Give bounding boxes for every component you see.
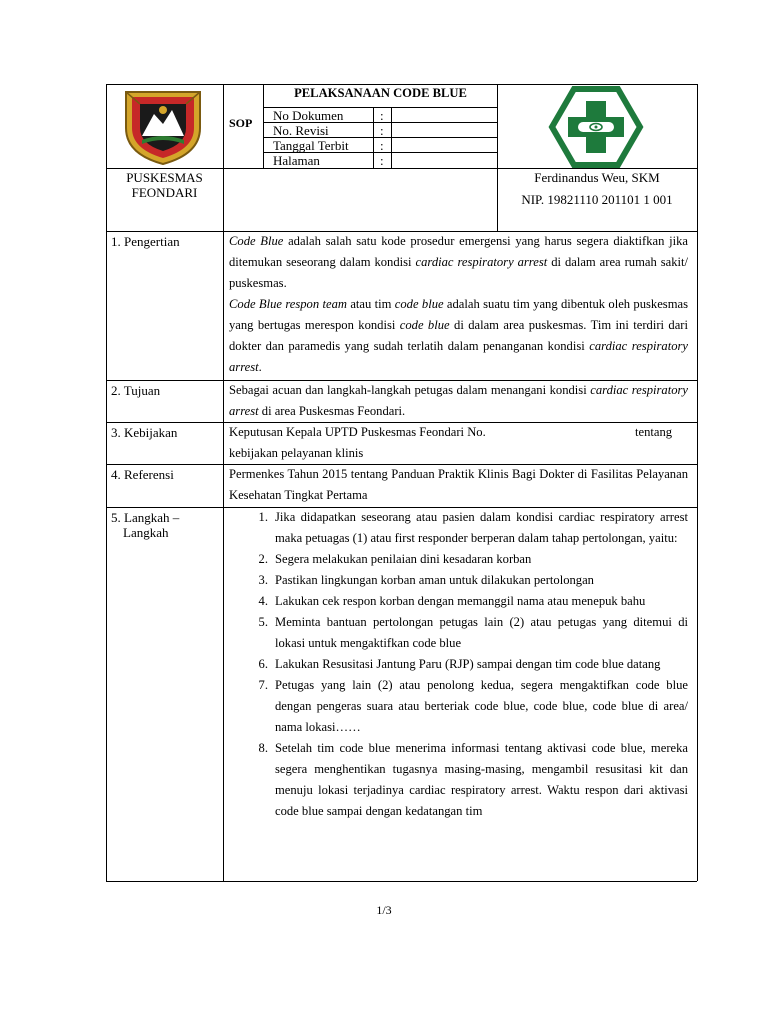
field-label-tanggal-terbit: Tanggal Terbit: [273, 138, 349, 153]
section-label-pengertian: 1. Pengertian: [111, 234, 180, 249]
field-sep-halaman: :: [380, 153, 384, 168]
field-sep-no-dokumen: :: [380, 108, 384, 123]
list-item: 8. Setelah tim code blue menerima informasi tentang aktivasi code blue, mereka segera menghentikan tugasnya masing-masing, mengambil resusitasi kit dan menuju lokasi terjadinya cardiac respiratory arrest. Waktu respon dari aktivasi code blue sampai dengan kedatangan tim: [258, 741, 688, 818]
field-sep-no-revisi: :: [380, 123, 384, 138]
page-number: 1/3: [376, 903, 392, 917]
sop-label: SOP: [229, 116, 253, 130]
list-item: 4. Lakukan cek respon korban dengan memanggil nama atau menepuk bahu: [258, 594, 646, 608]
org-name-line2: FEONDARI: [131, 185, 198, 200]
org-name: [106, 170, 223, 200]
section-content-referensi: Permenkes Tahun 2015 tentang Panduan Praktik Klinis Bagi Dokter di Fasilitas Pelayanan Kesehatan Tingkat Pertama: [229, 467, 688, 502]
list-item: 1. Jika didapatkan seseorang atau pasien dalam kondisi cardiac respiratory arrest maka petuagas (1) atau first responder berperan dalam tahap pertolongan, yaitu:: [258, 510, 688, 545]
section-label-langkah: 5. Langkah – Langkah: [111, 510, 180, 540]
section-content-tujuan: Sebagai acuan dan langkah-langkah petugas dalam menangani kondisi cardiac respiratory arrest di area Puskesmas Feondari.: [229, 383, 688, 418]
kebijakan-line1-end: tentang: [635, 425, 673, 439]
signatory-nip: NIP. 19821110 201101 1 001: [521, 192, 673, 207]
field-label-no-revisi: No. Revisi: [273, 123, 329, 138]
list-item: 6. Lakukan Resusitasi Jantung Paru (RJP) sampai dengan tim code blue datang: [258, 657, 661, 671]
list-item: 2. Segera melakukan penilaian dini kesadaran korban: [258, 552, 532, 566]
pengertian-paragraph-1: Code Blue adalah salah satu kode prosedur emergensi yang harus segera diaktifkan jika ditemukan seseorang dalam kondisi cardiac respiratory arrest di dalam area rumah sakit/ puskesmas.: [229, 234, 689, 290]
document-title: PELAKSANAAN CODE BLUE: [294, 86, 467, 100]
list-item: 7. Petugas yang lain (2) atau penolong kedua, segera mengaktifkan code blue dengan pengeras suara atau berteriak code blue, code blue, code blue di area/ nama lokasi……: [258, 678, 688, 734]
list-item: 3. Pastikan lingkungan korban aman untuk dilakukan pertolongan: [258, 573, 594, 587]
field-label-no-dokumen: No Dokumen: [273, 108, 344, 123]
puskesmas-logo: [536, 86, 656, 168]
field-label-halaman: Halaman: [273, 153, 320, 168]
section-content-kebijakan: [229, 422, 688, 464]
section-content-pengertian: [229, 231, 688, 378]
section-label-referensi: 4. Referensi: [111, 467, 174, 482]
list-item: 5. Meminta bantuan pertolongan petugas lain (2) atau petugas yang ditemui di lokasi untuk mengaktifkan code blue: [258, 615, 688, 650]
signatory-name: Ferdinandus Weu, SKM: [534, 170, 660, 185]
section-label-kebijakan: 3. Kebijakan: [111, 425, 178, 440]
org-name-line1: PUSKESMAS: [126, 170, 203, 185]
kebijakan-line1: Keputusan Kepala UPTD Puskesmas Feondari No.: [229, 425, 486, 439]
pengertian-paragraph-2: Code Blue respon team atau tim code blue adalah suatu tim yang dibentuk oleh puskesmas yang bertugas merespon kondisi code blue di dalam area puskesmas. Tim ini terdiri dari dokter dan paramedis yang sudah terlatih dalam penanganan kondisi cardiac respiratory arrest.: [229, 297, 688, 374]
regency-emblem: [120, 88, 206, 166]
field-sep-tanggal-terbit: :: [380, 138, 384, 153]
langkah-steps-list: [248, 507, 688, 880]
section-label-tujuan: 2. Tujuan: [111, 383, 161, 398]
kebijakan-line2: kebijakan pelayanan klinis: [229, 446, 364, 460]
